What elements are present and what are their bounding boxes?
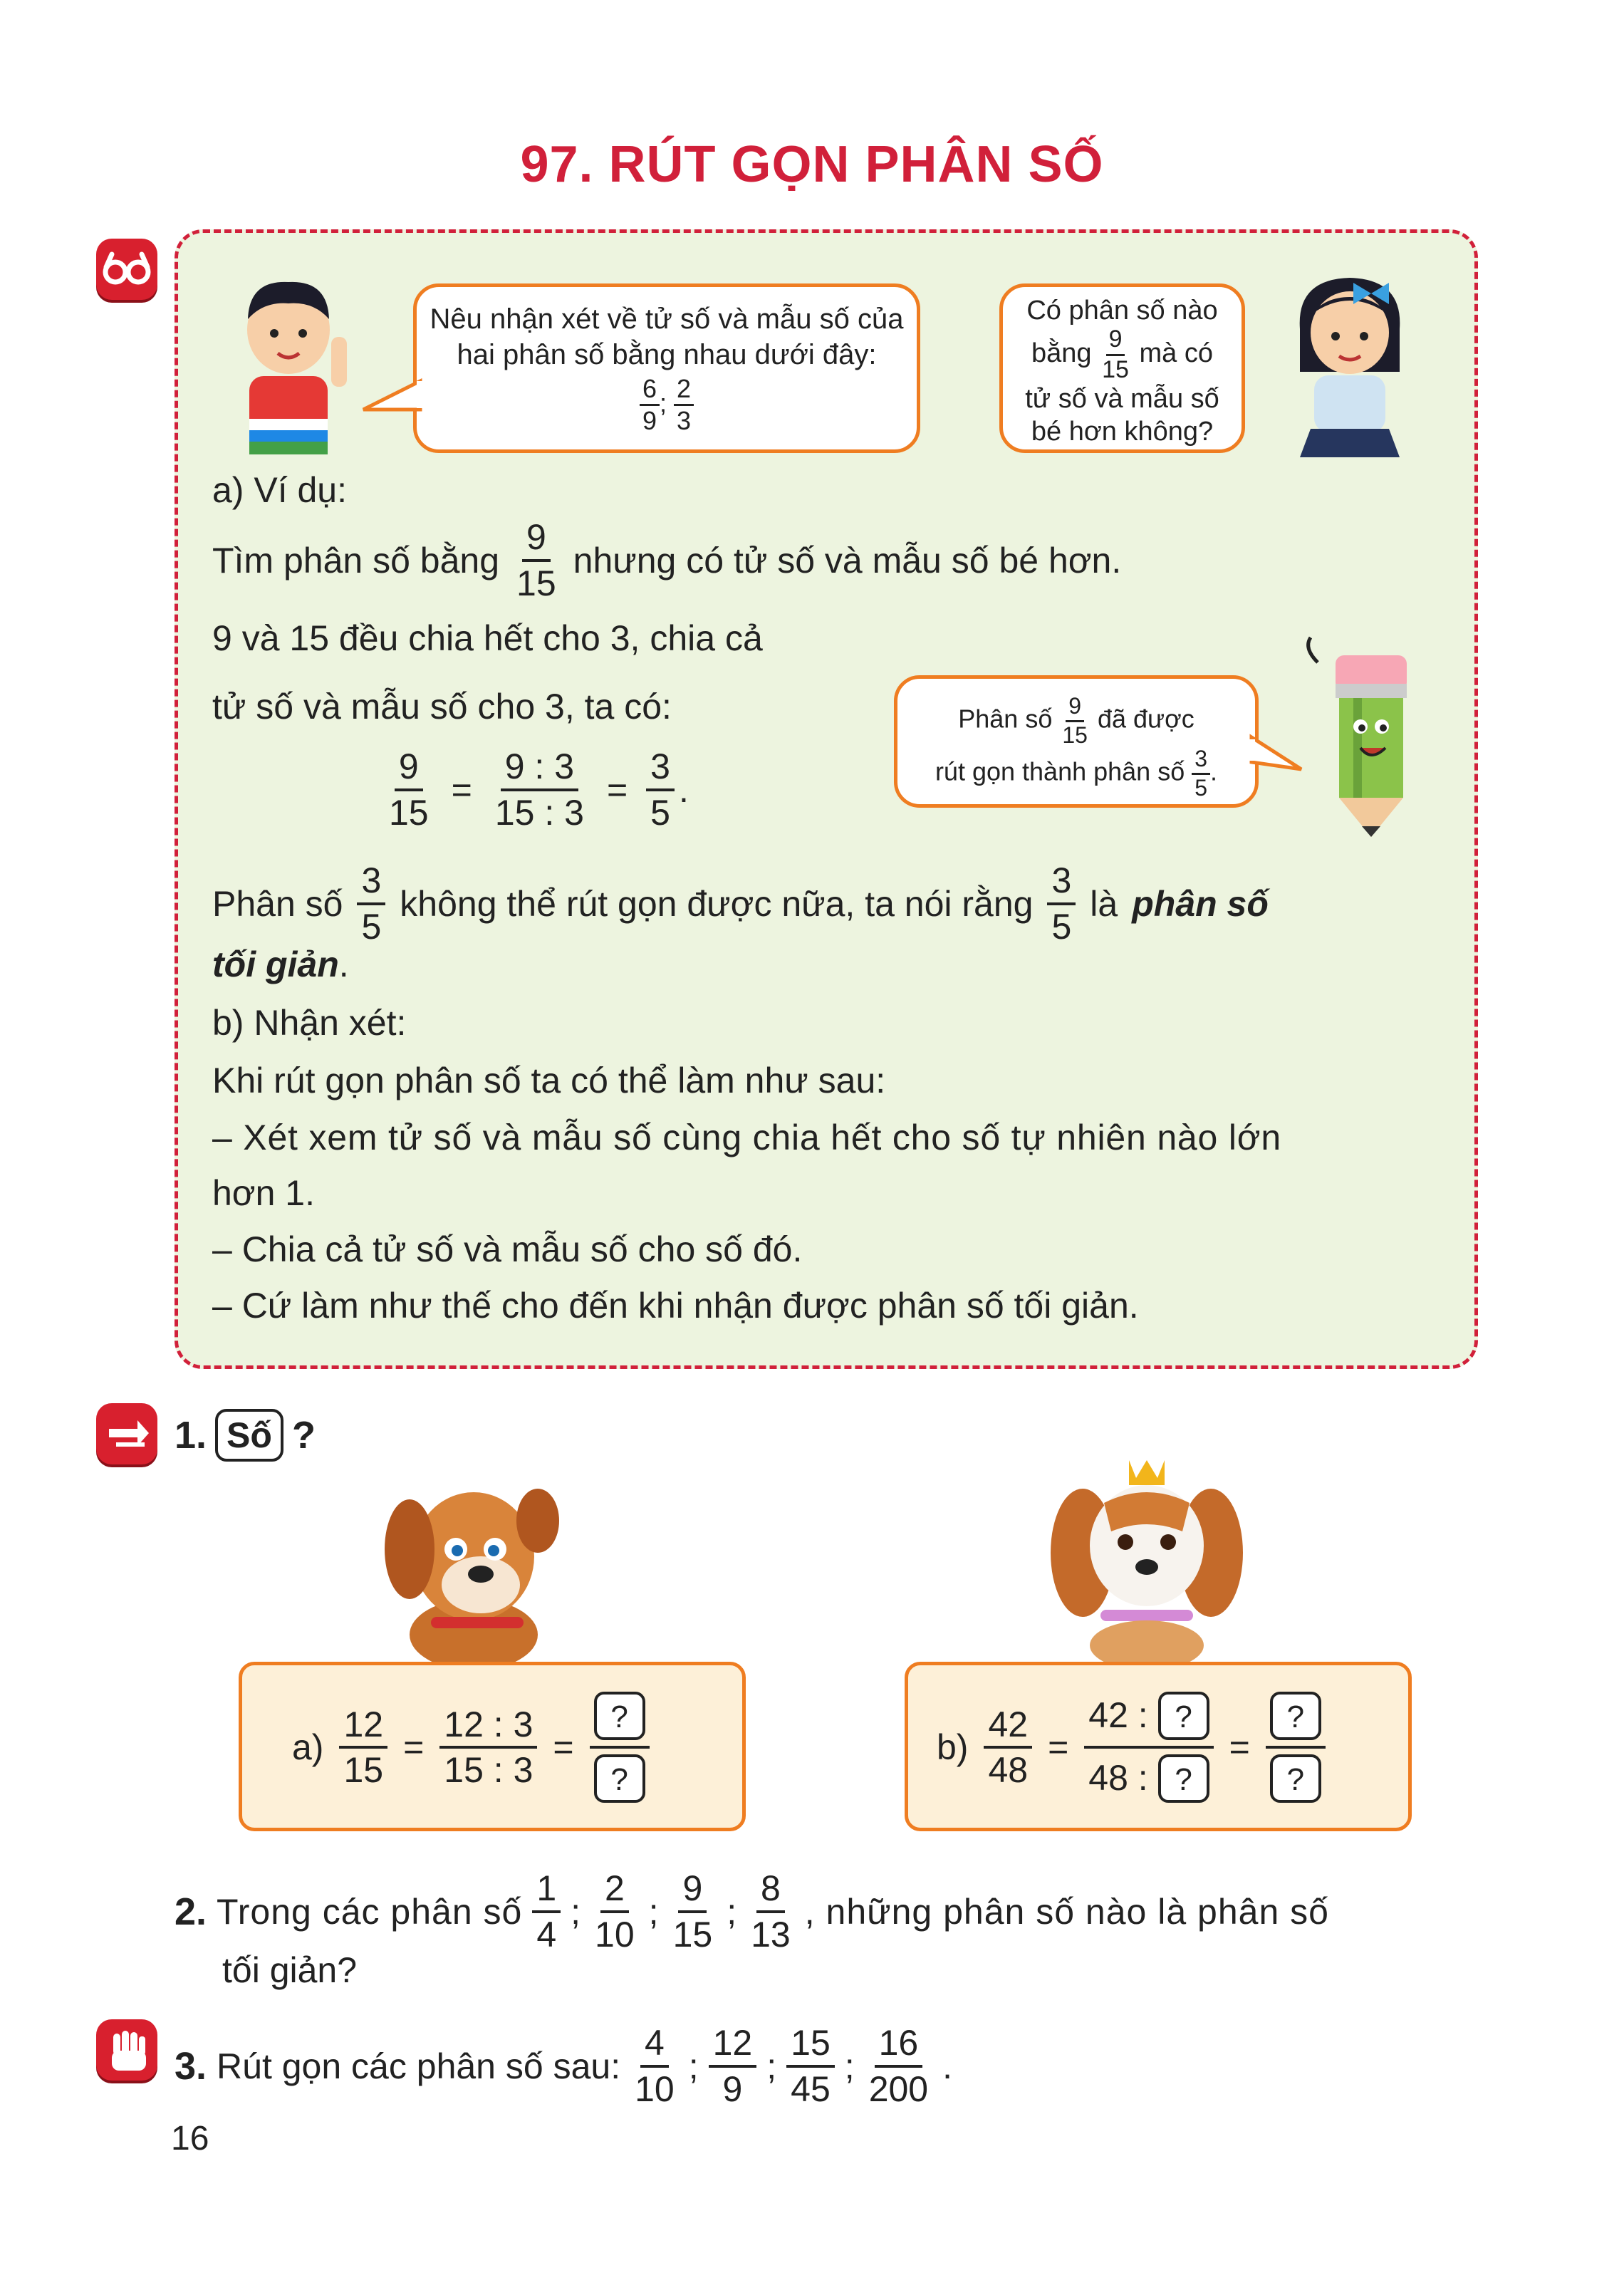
fraction: $\frac{1}{4}$ — [532, 1870, 561, 1953]
period: . — [678, 769, 689, 810]
apply-hand-icon — [96, 2019, 157, 2081]
exercise-2-pre: Trong các phân số — [217, 1891, 523, 1932]
exercise-3-pre: Rút gọn các phân số sau: — [217, 2046, 621, 2086]
exercise-2-post: , những phân số nào là phân số — [804, 1891, 1329, 1932]
fraction: $\frac{3}{5}$ — [1047, 862, 1076, 945]
simp-la: là — [1090, 883, 1118, 924]
fraction: $\frac{3}{5}$ — [357, 862, 385, 945]
girl-bubble-line3: tử số và mẫu số — [1025, 384, 1219, 415]
divide-line-2: tử số và mẫu số cho 3, ta có: — [212, 687, 672, 727]
fraction: $\frac{8}{13}$ — [751, 1868, 791, 1954]
numerator-text: 42 : — [1088, 1695, 1148, 1735]
page-title: 97. RÚT GỌN PHÂN SỐ — [520, 136, 1104, 193]
rule-2: – Chia cả tử số và mẫu số cho số đó. — [212, 1229, 803, 1269]
boy-speech-bubble — [413, 283, 920, 453]
fraction: $\frac{12 : 3}{15 : 3}$ — [439, 1706, 537, 1789]
princess-dog-illustration — [1047, 1453, 1246, 1670]
exercise-1-header — [175, 1409, 316, 1462]
equals-sign: = — [1048, 1727, 1069, 1767]
period: . — [942, 2046, 953, 2086]
simp-mid: không thể rút gọn được nữa, ta nói rằng — [400, 883, 1034, 924]
girl-bubble-post: mà có — [1139, 338, 1213, 369]
exercise-1b-box — [905, 1662, 1412, 1831]
fraction: $\frac{12}{9}$ — [709, 2024, 757, 2108]
exercise-number: 1. — [175, 1414, 207, 1457]
equals-sign: = — [553, 1727, 574, 1767]
equals-sign: = — [1229, 1727, 1250, 1767]
section-a-label: a) Ví dụ: — [212, 470, 347, 510]
so-label-box: Số — [215, 1409, 283, 1462]
girl-speech-bubble — [999, 283, 1245, 453]
answer-input-box[interactable]: ? — [594, 1754, 645, 1803]
fraction: $\frac{2}{10}$ — [595, 1868, 635, 1954]
answer-input-box[interactable]: ? — [1270, 1692, 1321, 1740]
separator: ; — [659, 387, 667, 417]
pencil-illustration — [1296, 634, 1432, 844]
find-post-text: nhưng có tử số và mẫu số bé hơn. — [573, 540, 1122, 581]
exercise-1a-equation — [292, 1680, 650, 1815]
pencil-speech-bubble — [894, 675, 1259, 808]
answer-input-box[interactable]: ? — [1270, 1754, 1321, 1803]
section-b-label: b) Nhận xét: — [212, 1003, 407, 1043]
fraction: $\frac{15}{45}$ — [786, 2024, 835, 2108]
equals-sign: = — [606, 769, 628, 810]
part-label: b) — [937, 1727, 969, 1767]
period: . — [338, 944, 349, 984]
exercise-1b-equation — [937, 1680, 1326, 1815]
find-pre-text: Tìm phân số bằng — [212, 540, 500, 581]
separator: ; — [688, 2046, 699, 2086]
separator: ; — [844, 2046, 855, 2086]
fraction: $\frac{42}{48}$ — [984, 1706, 1032, 1789]
equals-sign: = — [451, 769, 472, 810]
girl-bubble-line1: Có phân số nào — [1026, 296, 1218, 326]
bubble-fraction: $\frac{6}{9}$ — [640, 375, 660, 434]
separator: ; — [571, 1891, 581, 1932]
exercise-1a-box — [239, 1662, 746, 1831]
exercise-number: 2. — [175, 1890, 207, 1933]
girl-illustration — [1282, 265, 1417, 461]
separator: ; — [727, 1891, 737, 1932]
example-equation — [385, 748, 689, 831]
answer-input-box[interactable]: ? — [594, 1692, 645, 1740]
pencil-bubble-pre: Phân số — [958, 704, 1053, 734]
simplified-statement — [212, 862, 1269, 945]
term-bold-1: phân số — [1132, 883, 1269, 924]
practice-arrows-icon — [96, 1403, 157, 1464]
boy-bubble-line1: Nêu nhận xét về tử số và mẫu số của — [430, 303, 904, 335]
fraction: $\frac{4}{10}$ — [635, 2023, 675, 2109]
denominator-text: 48 : — [1088, 1758, 1148, 1798]
pencil-bubble-post: đã được — [1097, 704, 1194, 734]
exercise-2-line2: tối giản? — [222, 1950, 358, 1990]
separator: ; — [648, 1891, 659, 1932]
period: . — [1210, 756, 1218, 786]
rule-intro: Khi rút gọn phân số ta có thể làm như sau: — [212, 1061, 886, 1100]
answer-fraction — [1084, 1692, 1213, 1803]
separator: ; — [766, 2046, 777, 2086]
boy-illustration — [228, 269, 370, 465]
girl-bubble-line4: bé hơn không? — [1031, 417, 1214, 447]
find-fraction-line — [212, 519, 1121, 602]
part-label: a) — [292, 1727, 324, 1767]
page-number: 16 — [171, 2120, 209, 2157]
divide-line-1: 9 và 15 đều chia hết cho 3, chia cả — [212, 618, 763, 658]
answer-input-box[interactable]: ? — [1158, 1754, 1209, 1803]
term-bold-2: tối giản — [212, 944, 339, 984]
bubble-fraction: $\frac{3}{5}$ — [1192, 747, 1210, 800]
brown-dog-illustration — [381, 1464, 566, 1667]
glasses-icon — [96, 239, 157, 300]
equals-sign: = — [403, 1727, 425, 1767]
exercise-number: 3. — [175, 2044, 207, 2088]
bubble-fraction: $\frac{9}{15}$ — [1102, 326, 1129, 383]
girl-bubble-pre: bằng — [1031, 338, 1092, 369]
simplified-term-line — [212, 943, 349, 986]
fraction: $\frac{3}{5}$ — [646, 748, 675, 831]
bubble-tail — [360, 378, 424, 420]
question-mark: ? — [291, 1414, 316, 1457]
exercise-2-line1 — [175, 1870, 1329, 1953]
rule-3: – Cứ làm như thế cho đến khi nhận được phân số tối giản. — [212, 1286, 1139, 1326]
answer-fraction — [1266, 1692, 1326, 1803]
rule-1a: – Xét xem tử số và mẫu số cùng chia hết cho số tự nhiên nào lớn — [212, 1118, 1281, 1157]
rule-1b: hơn 1. — [212, 1173, 315, 1213]
simp-pre: Phân số — [212, 883, 343, 924]
answer-fraction — [590, 1692, 650, 1803]
fraction: $\frac{9}{15}$ — [516, 517, 556, 603]
fraction: $\frac{9}{15}$ — [672, 1868, 713, 1954]
fraction: $\frac{16}{200}$ — [868, 2023, 929, 2109]
bubble-fraction: $\frac{2}{3}$ — [674, 375, 694, 434]
fraction: $\frac{12}{15}$ — [339, 1706, 387, 1789]
bubble-fraction: $\frac{9}{15}$ — [1062, 693, 1088, 748]
fraction: $\frac{9 : 3}{15 : 3}$ — [494, 746, 584, 833]
pencil-bubble-line2: rút gọn thành phân số — [935, 756, 1185, 786]
answer-input-box[interactable]: ? — [1158, 1692, 1209, 1740]
exercise-3-line — [175, 2024, 952, 2108]
boy-bubble-line2: hai phân số bằng nhau dưới đây: — [457, 339, 877, 370]
fraction: $\frac{9}{15}$ — [389, 746, 429, 833]
